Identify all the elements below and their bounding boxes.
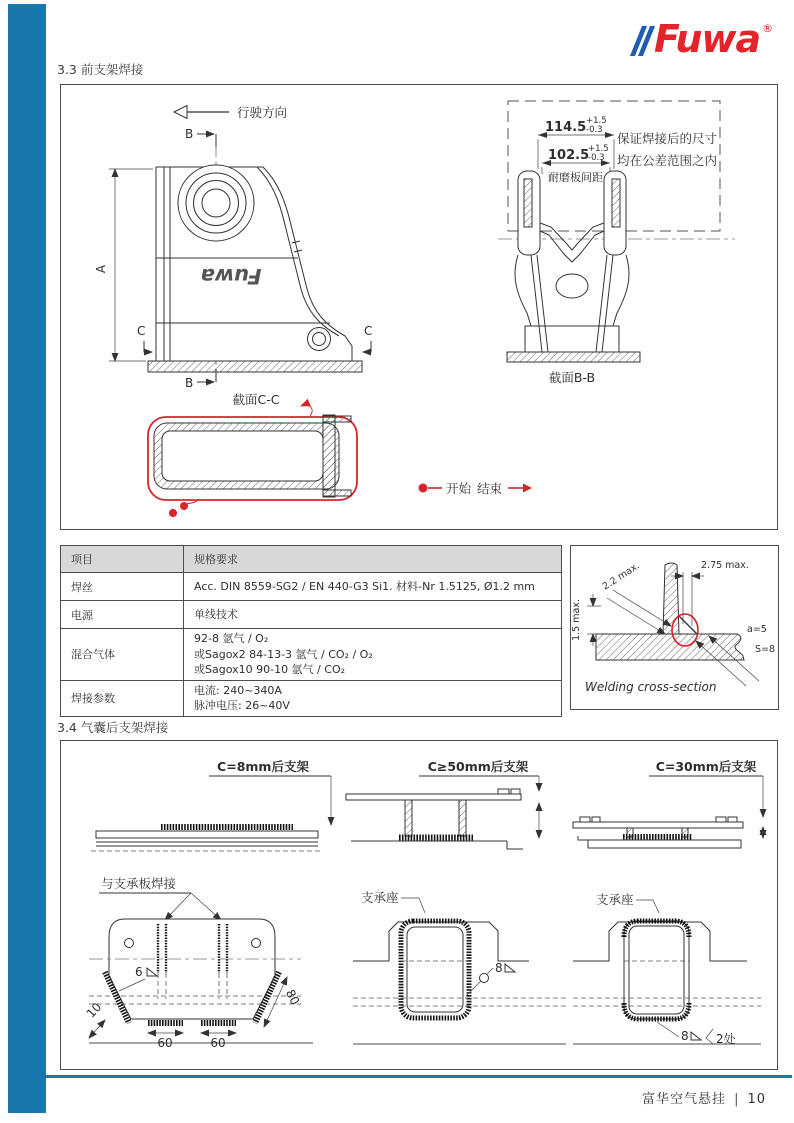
- end-arrow-icon: [523, 484, 532, 493]
- svg-text:6: 6: [135, 965, 143, 979]
- bushing-bore: [178, 165, 254, 241]
- row-spec-line: 电流: 240~340A: [194, 683, 282, 697]
- support-seat-detail-right: [573, 892, 761, 1046]
- front-bracket-figure-panel: [60, 84, 778, 530]
- dim-60-left: [148, 1033, 183, 1050]
- left-accent-bar: [8, 4, 46, 1113]
- c30-bracket-drawing: [573, 817, 743, 848]
- seat-label: 支承座: [596, 892, 634, 907]
- dim-60-right: [201, 1033, 236, 1050]
- b-top-label: B: [185, 127, 194, 141]
- legend-end-label: 结束: [477, 481, 503, 496]
- dim-2-75: [671, 560, 749, 626]
- footer-brand: 富华空气悬挂: [642, 1092, 727, 1107]
- section-3-3-title: 3.3 前支架焊接: [57, 62, 144, 77]
- dim-inner-value: 102.5: [548, 148, 590, 163]
- welding-cross-section-panel: [570, 545, 779, 710]
- table-header-row: [61, 546, 562, 573]
- seat-label: 支承座: [361, 890, 399, 905]
- drive-direction-arrow: [174, 105, 287, 120]
- table-row: [61, 601, 562, 629]
- dim-8-weld-all-around: [466, 961, 515, 996]
- row-item: 焊接参数: [61, 680, 184, 716]
- svg-text:60: 60: [210, 1036, 226, 1050]
- svg-text:8: 8: [681, 1029, 689, 1043]
- svg-text:+1.5: +1.5: [586, 116, 607, 126]
- weld-bead-outline: [401, 921, 469, 1018]
- row-spec-line: 或Sagox2 84-13-3 氩气 / CO₂ / O₂: [194, 647, 373, 661]
- registered-mark: ®: [762, 22, 774, 35]
- row-item: 混合气体: [61, 629, 184, 681]
- legend-start-label: 开始: [446, 481, 472, 496]
- row-spec-line: 或Sagox10 90-10 氩气 / CO₂: [194, 663, 346, 676]
- support-seat-detail-mid: [353, 890, 566, 1044]
- support-plate-weld-detail: [84, 876, 313, 1050]
- center-hole: [556, 274, 588, 298]
- dim-a-label: a=5: [747, 624, 767, 635]
- weld-to-plate-label: 与支承板焊接: [101, 876, 177, 891]
- logo-slashes-icon: [636, 26, 652, 56]
- bracket-front-view: [148, 143, 362, 377]
- weld-start-dot: [180, 502, 188, 510]
- dim-a-label: A: [94, 264, 108, 274]
- weld-spec-table: [60, 545, 562, 717]
- rear-bracket-figure-panel: [60, 740, 778, 1070]
- weld-bead-bottom: [624, 1003, 689, 1019]
- tolerance-note-line2: 均在公差范围之内: [617, 153, 718, 168]
- dim-s-label: S=8: [755, 644, 776, 655]
- ground-hatch: [507, 352, 640, 362]
- svg-text:C≥50mm后支架: C≥50mm后支架: [427, 759, 529, 774]
- tolerance-note-line1: 保证焊接后的尺寸: [617, 131, 718, 146]
- fillet-weld-symbol: [505, 964, 515, 972]
- dim-15-label: 1.5 max.: [571, 599, 582, 641]
- front-bracket-drawing: [61, 85, 777, 529]
- dim-2-2: [601, 560, 671, 634]
- svg-text:-0.3: -0.3: [588, 153, 605, 163]
- weld-bead-top: [624, 921, 689, 937]
- svg-text:-0.3: -0.3: [586, 125, 603, 135]
- svg-text:C=8mm后支架: C=8mm后支架: [217, 759, 309, 774]
- footer-separator: |: [734, 1092, 740, 1107]
- footer-accent-line: [40, 1075, 792, 1078]
- section-bb-drawing: [498, 101, 735, 385]
- page-footer: [642, 1088, 766, 1107]
- places-label: 2处: [716, 1032, 736, 1046]
- col-header-spec: 规格要求: [184, 546, 562, 573]
- fillet-weld-symbol: [691, 1032, 701, 1040]
- c8-bracket-drawing: [91, 827, 323, 851]
- welding-cross-section-drawing: [571, 546, 778, 709]
- c50-bracket-drawing: [346, 789, 523, 849]
- start-dot-icon: [419, 484, 428, 493]
- dimension-102-5: [542, 144, 610, 174]
- svg-text:C=30mm后支架: C=30mm后支架: [655, 759, 757, 774]
- section-3-4-title: 3.4 气囊后支架焊接: [57, 720, 169, 735]
- col-label-c8: [209, 759, 331, 825]
- table-row: [61, 573, 562, 601]
- weld-legend: [419, 481, 533, 496]
- section-cc-drawing: [148, 405, 357, 517]
- svg-text:+1.5: +1.5: [588, 144, 609, 154]
- weld-spec-table-wrap: [60, 545, 562, 717]
- weld-start-dot: [169, 509, 177, 517]
- dim-outer-value: 114.5: [545, 120, 587, 135]
- fuwa-logo: [636, 17, 774, 61]
- rear-bracket-drawing: [61, 741, 777, 1069]
- casting-brand-text: Fuwa: [200, 264, 262, 288]
- svg-text:60: 60: [157, 1036, 173, 1050]
- row-spec-line: Acc. DIN 8559-SG2 / EN 440-G3 Si1. 材料-Nr 1.5125, Ø1.2 mm: [194, 579, 535, 593]
- table-row: [61, 629, 562, 681]
- dim-275-label: 2.75 max.: [701, 560, 749, 571]
- svg-text:8: 8: [495, 961, 503, 975]
- drive-direction-label: 行驶方向: [237, 105, 288, 120]
- cross-section-caption: Welding cross-section: [585, 680, 717, 694]
- dim-8-two-places: [657, 1022, 736, 1046]
- weld-all-around-circle: [480, 974, 489, 983]
- section-marker-b-top: [185, 127, 216, 147]
- c-left-label: C: [137, 324, 146, 338]
- logo-text: Fuwa: [654, 17, 761, 61]
- weld-end-arrow: [301, 405, 312, 416]
- section-marker-c-left: [137, 324, 152, 352]
- row-item: 焊丝: [61, 573, 184, 601]
- dim-10: [84, 1000, 105, 1038]
- section-cc-caption: 截面C-C: [232, 392, 280, 407]
- b-bottom-label: B: [185, 376, 194, 390]
- wear-plate-spacing-label: 耐磨板间距: [548, 171, 603, 184]
- col-header-item: 项目: [61, 546, 184, 573]
- section-marker-c-right: [363, 324, 372, 352]
- page-number: 10: [747, 1092, 766, 1107]
- row-item: 电源: [61, 601, 184, 629]
- section-bb-caption: 截面B-B: [548, 370, 596, 385]
- c-right-label: C: [364, 324, 373, 338]
- row-spec-line: 92-8 氩气 / O₂: [194, 632, 269, 645]
- row-spec-line: 单线技术: [194, 607, 238, 621]
- dim-22-label: 2.2 max.: [600, 560, 642, 593]
- svg-text:10: 10: [83, 999, 105, 1021]
- row-spec-line: 脉冲电压: 26~40V: [194, 699, 290, 712]
- table-row: [61, 680, 562, 716]
- base-plate-hatch: [148, 361, 362, 372]
- svg-text:80: 80: [282, 987, 303, 1008]
